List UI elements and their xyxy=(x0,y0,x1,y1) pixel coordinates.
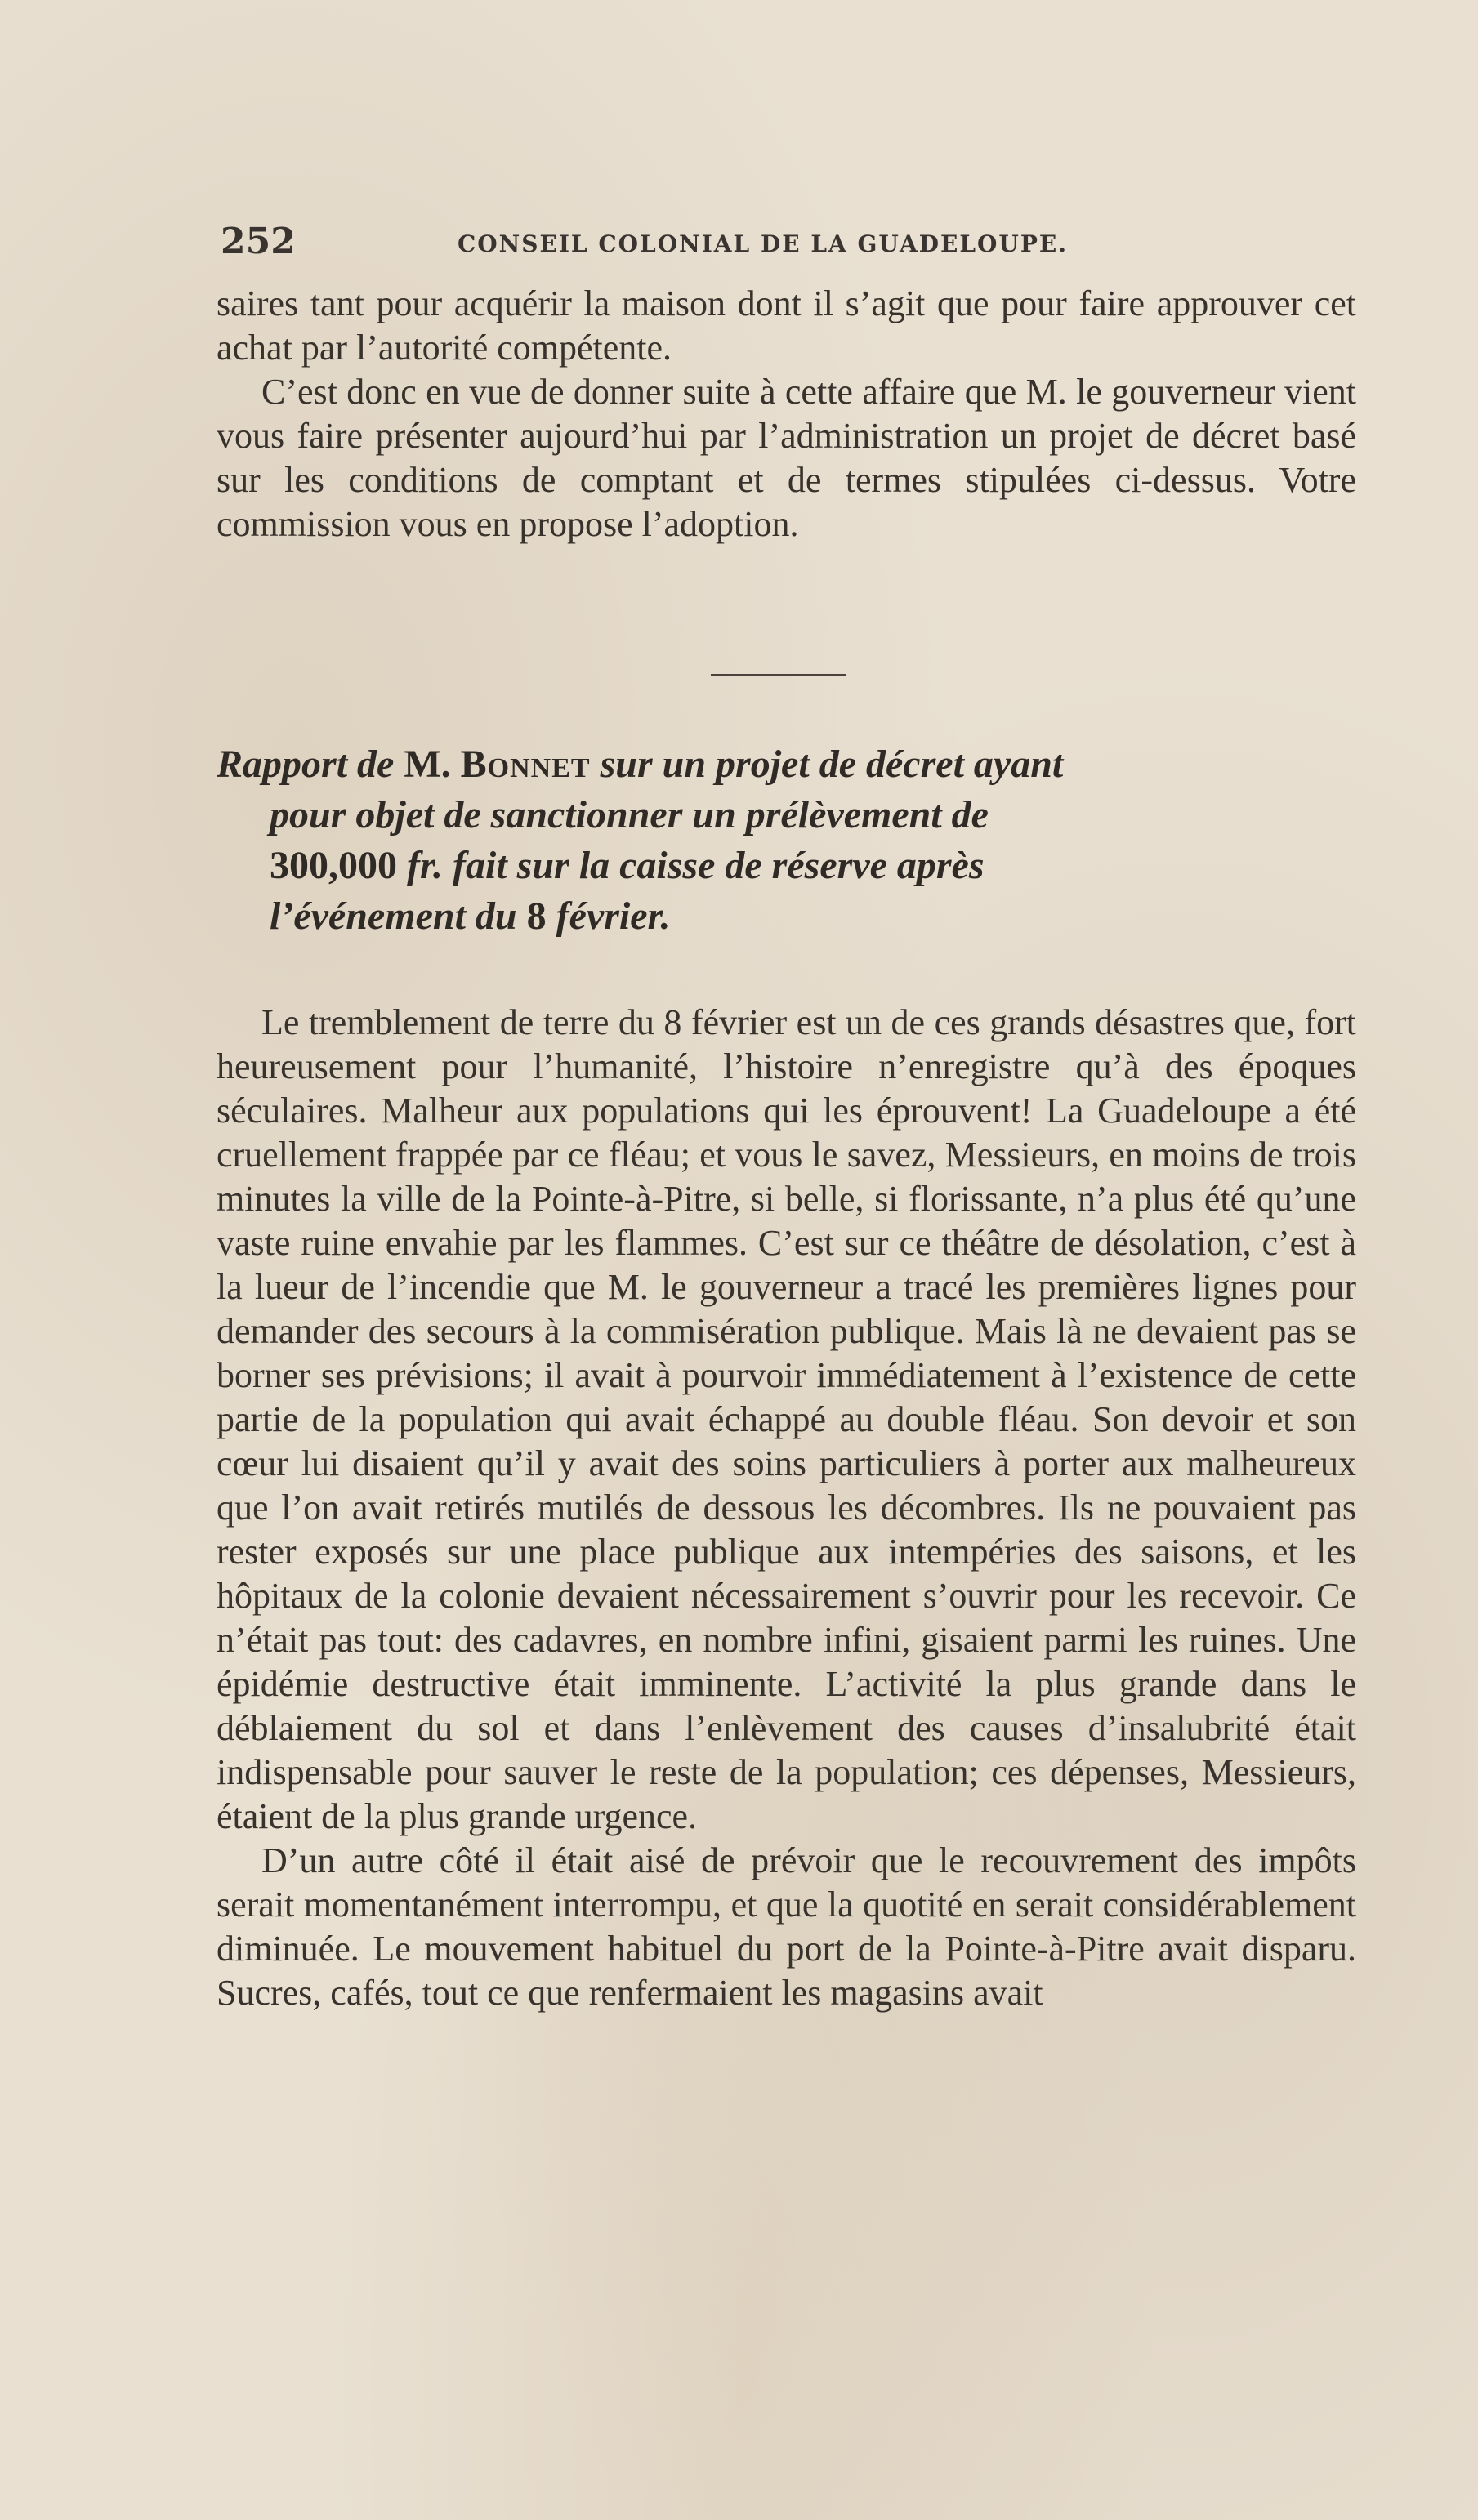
page-header xyxy=(221,221,1103,261)
running-head: CONSEIL COLONIAL DE LA GUADELOUPE. xyxy=(458,230,1068,257)
intro-paragraph-2: C’est donc en vue de donner suite à cette affaire que M. le gouverneur vient vous faire présenter aujourd’hui par l’administration un projet de décret basé sur les conditions de comptant et de termes stipulées ci-dessus. Votre commission vous en propose l’adoption. xyxy=(217,372,1356,544)
body-text xyxy=(217,1001,1356,2015)
title-part: février. xyxy=(556,894,671,938)
title-part: pour objet de sanctionner un prélèvement de xyxy=(270,793,989,836)
title-part: M. xyxy=(404,743,451,786)
body-paragraph-2: D’un autre côté il était aisé de prévoir que le recouvrement des impôts serait momentanément interrompu, et que la quotité en serait considérablement diminuée. Le mouvement habituel du port de la Pointe-à-Pitre avait disparu. Sucres, cafés, tout ce que renfermaient les magasins avait xyxy=(217,1840,1356,2013)
title-date-day: 8 xyxy=(526,894,547,938)
intro-text xyxy=(217,282,1356,546)
intro-paragraph-1: saires tant pour acquérir la maison dont il s’agit que pour faire approuver cet achat par l’autorité compétente. xyxy=(217,283,1356,368)
title-part: sur un projet de décret ayant xyxy=(600,743,1064,786)
title-author: Bonnet xyxy=(460,743,591,786)
title-amount: 300,000 xyxy=(270,844,397,887)
title-part: Rapport de xyxy=(217,743,395,786)
title-part: l’événement du xyxy=(270,894,517,938)
title-part: fr. fait sur la caisse de réserve après xyxy=(407,844,985,887)
page-number: 252 xyxy=(221,221,296,262)
body-paragraph-1: Le tremblement de terre du 8 février est un de ces grands désastres que, fort heureusement pour l’humanité, l’histoire n’enregistre qu’à des époques séculaires. Malheur aux populations qui les éprouvent! La Guadeloupe a été cruellement frappée par ce fléau; et vous le savez, Messieurs, en moins de trois minutes la ville de la Pointe-à-Pitre, si belle, si florissante, n’a plus été qu’une vaste ruine envahie par les flammes. C’est sur ce théâtre de désolation, c’est à la lueur de l’incendie que M. le gouverneur a tracé les premières lignes pour demander des secours à la commisération publique. Mais là ne devaient pas se borner ses prévisions; il avait à pourvoir immédiatement à l’existence de cette partie de la population qui avait échappé au double fléau. Son devoir et son cœur lui disaient qu’il y avait des soins particuliers à porter aux malheureux que l’on avait retirés mutilés de dessous les décombres. Ils ne pouvaient pas rester exposés sur une place publique aux intempéries des saisons, et les hôpitaux de la colonie devaient nécessairement s’ouvrir pour les recevoir. Ce n’était pas tout: des cadavres, en nombre infini, gisaient parmi les ruines. Une épidémie destructive était imminente. L’activité la plus grande dans le déblaiement du sol et dans l’enlèvement des causes d’insalubrité était indispensable pour sauver le reste de la population; ces dépenses, Messieurs, étaient de la plus grande urgence. xyxy=(217,1002,1356,1836)
section-divider xyxy=(711,674,846,676)
report-title xyxy=(217,739,1356,942)
